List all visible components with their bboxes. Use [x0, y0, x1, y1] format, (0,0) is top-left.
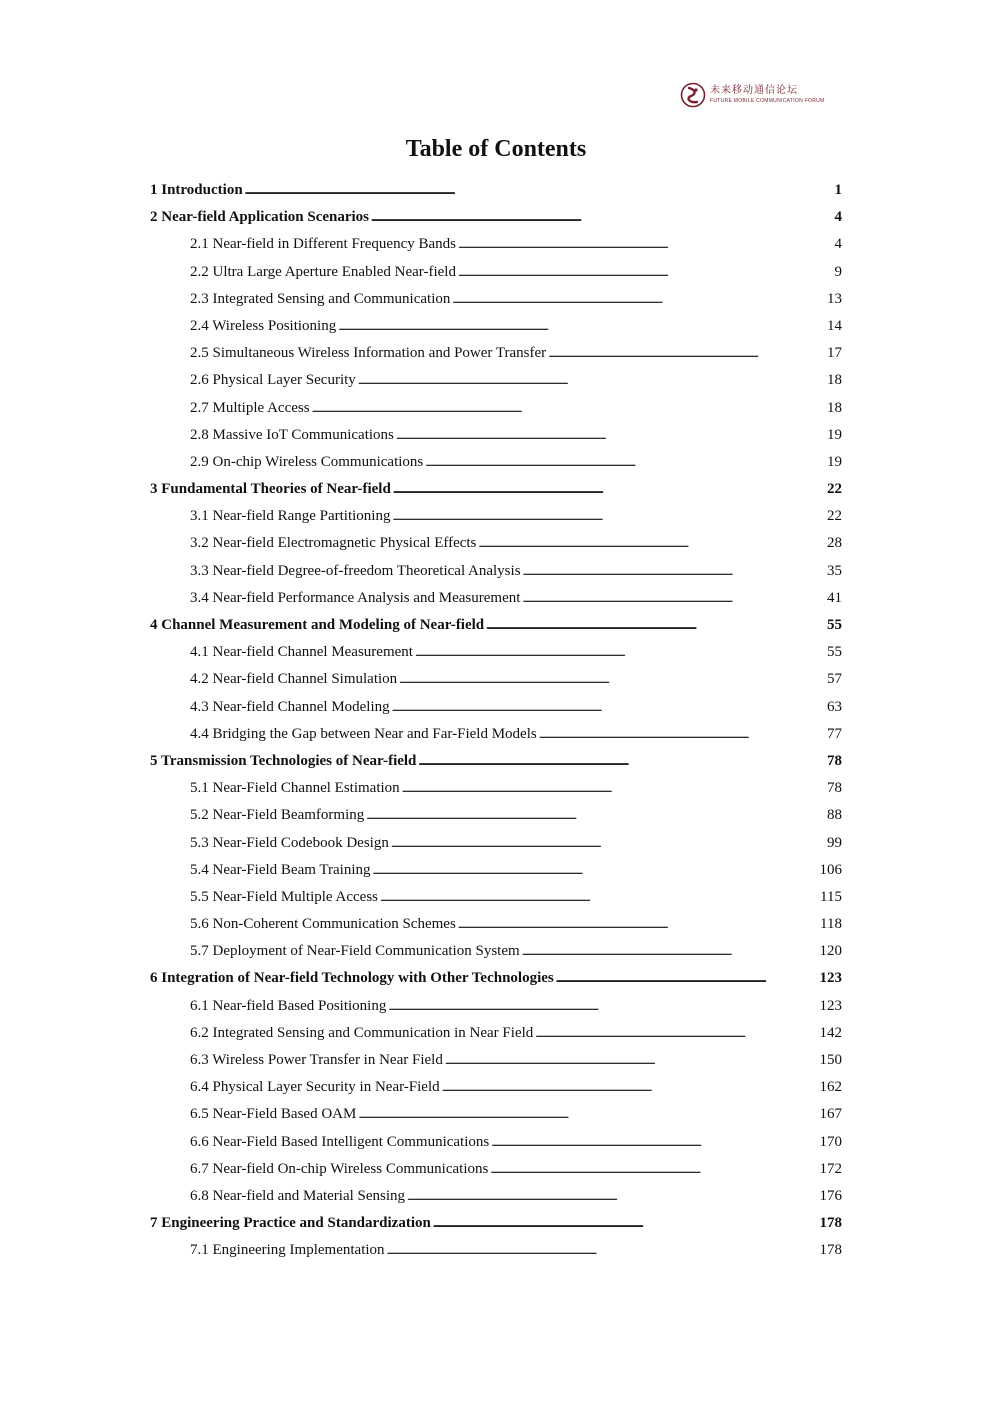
- toc-section-entry[interactable]: [150, 721, 842, 748]
- toc-entry-title: 7 Engineering Practice and Standardization: [150, 1215, 431, 1232]
- toc-section-entry[interactable]: [150, 313, 842, 340]
- toc-section-entry[interactable]: [150, 802, 842, 829]
- toc-chapter-entry[interactable]: [150, 965, 842, 992]
- toc-entry-page: 28: [827, 535, 842, 552]
- toc-entry-page: 78: [827, 752, 842, 769]
- toc-entry-title: 5.2 Near-Field Beamforming: [190, 807, 365, 824]
- toc-entry-title: 5.7 Deployment of Near-Field Communication System: [190, 943, 520, 960]
- toc-section-entry[interactable]: [150, 884, 842, 911]
- dot-leader: [491, 1129, 817, 1156]
- toc-entry-title: 6.4 Physical Layer Security in Near-Field: [190, 1079, 440, 1096]
- toc-entry-page: 162: [819, 1079, 842, 1096]
- toc-entry-page: 77: [827, 725, 842, 742]
- toc-entry-page: 150: [819, 1052, 842, 1068]
- toc-entry-title: 1 Introduction: [150, 182, 243, 198]
- toc-entry-title: 7.1 Engineering Implementation: [190, 1242, 385, 1259]
- toc-section-entry[interactable]: [150, 1237, 842, 1264]
- toc-entry-title: 6.2 Integrated Sensing and Communication in Near Field: [190, 1024, 534, 1041]
- dot-leader: [486, 612, 825, 639]
- dot-leader: [539, 721, 825, 748]
- toc-entry-title: 6.8 Near-field and Material Sensing: [190, 1187, 406, 1204]
- toc-entry-page: 176: [819, 1187, 842, 1204]
- toc-entry-title: 2.1 Near-field in Different Frequency Bands: [190, 236, 457, 253]
- dot-leader: [445, 1047, 818, 1074]
- dot-leader: [392, 694, 825, 721]
- dot-leader: [373, 857, 818, 884]
- toc-entry-page: 78: [827, 780, 842, 797]
- toc-section-entry[interactable]: [150, 558, 842, 585]
- dot-leader: [490, 1156, 817, 1183]
- toc-entry-title: 3.4 Near-field Performance Analysis and Measurement: [190, 589, 521, 606]
- toc-entry-page: 115: [820, 888, 842, 905]
- toc-section-entry[interactable]: [150, 1183, 842, 1210]
- dot-leader: [433, 1210, 818, 1237]
- toc-entry-title: 3.2 Near-field Electromagnetic Physical Effects: [190, 535, 477, 552]
- dot-leader: [338, 313, 825, 340]
- toc-entry-title: 5.5 Near-Field Multiple Access: [190, 888, 378, 905]
- toc-entry-title: 6 Integration of Near-field Technology with Other Technologies: [150, 970, 554, 987]
- toc-section-entry[interactable]: [150, 530, 842, 557]
- dot-leader: [402, 775, 825, 802]
- toc-entry-title: 2.9 On-chip Wireless Communications: [190, 453, 424, 470]
- toc-section-entry[interactable]: [150, 585, 842, 612]
- dot-leader: [522, 585, 825, 612]
- toc-entry-page: 57: [827, 671, 842, 688]
- toc-entry-page: 106: [819, 861, 842, 878]
- dot-leader: [478, 530, 825, 557]
- toc-entry-page: 14: [827, 317, 842, 334]
- toc-section-entry[interactable]: [150, 395, 842, 422]
- toc-section-entry[interactable]: [150, 1020, 842, 1047]
- toc-entry-page: 99: [827, 834, 842, 851]
- toc-entry-page: 35: [827, 562, 842, 579]
- dot-leader: [399, 666, 825, 693]
- dot-leader: [393, 476, 825, 503]
- toc-entry-title: 2.6 Physical Layer Security: [190, 372, 356, 389]
- dot-leader: [425, 449, 825, 476]
- dot-leader: [312, 395, 825, 422]
- toc-section-entry[interactable]: [150, 1156, 842, 1183]
- toc-entry-page: 170: [819, 1133, 842, 1150]
- table-of-contents: [150, 177, 842, 1265]
- toc-section-entry[interactable]: [150, 231, 842, 258]
- toc-entry-title: 6.7 Near-field On-chip Wireless Communications: [190, 1160, 489, 1177]
- toc-entry-title: 2.5 Simultaneous Wireless Information and Power Transfer: [190, 345, 547, 362]
- toc-section-entry[interactable]: [150, 938, 842, 965]
- dot-leader: [387, 1237, 818, 1264]
- dot-leader: [458, 231, 832, 258]
- toc-entry-page: 178: [819, 1242, 842, 1259]
- dot-leader: [388, 993, 817, 1020]
- toc-section-entry[interactable]: [150, 503, 842, 530]
- toc-section-entry[interactable]: [150, 993, 842, 1020]
- toc-section-entry[interactable]: [150, 639, 842, 666]
- toc-entry-title: 3.3 Near-field Degree-of-freedom Theoretical Analysis: [190, 562, 521, 579]
- dot-leader: [391, 830, 825, 857]
- toc-entry-title: 2 Near-field Application Scenarios: [150, 209, 370, 226]
- forum-logo-icon: [680, 82, 706, 108]
- dot-leader: [245, 177, 833, 204]
- toc-entry-title: 3 Fundamental Theories of Near-field: [150, 481, 391, 498]
- toc-entry-title: 5.3 Near-Field Codebook Design: [190, 834, 389, 851]
- dot-leader: [407, 1183, 817, 1210]
- toc-entry-page: 123: [819, 970, 842, 987]
- toc-section-entry[interactable]: [150, 259, 842, 286]
- toc-entry-page: 172: [819, 1160, 842, 1177]
- toc-section-entry[interactable]: [150, 857, 842, 884]
- toc-chapter-entry[interactable]: [150, 204, 842, 231]
- logo-chinese-name: 未来移动通信论坛: [710, 85, 798, 96]
- toc-entry-title: 5 Transmission Technologies of Near-field: [150, 752, 417, 769]
- toc-entry-page: 88: [827, 807, 842, 824]
- toc-section-entry[interactable]: [150, 422, 842, 449]
- toc-entry-page: 1: [834, 182, 842, 198]
- toc-entry-title: 2.8 Massive IoT Communications: [190, 426, 394, 443]
- toc-entry-page: 55: [827, 617, 842, 633]
- toc-section-entry[interactable]: [150, 1101, 842, 1128]
- toc-entry-page: 4: [834, 236, 842, 253]
- forum-logo: [680, 82, 825, 108]
- dot-leader: [458, 259, 833, 286]
- toc-entry-page: 178: [819, 1215, 842, 1232]
- toc-entry-page: 19: [827, 453, 842, 470]
- toc-entry-title: 6.5 Near-Field Based OAM: [190, 1106, 357, 1123]
- page-title: Table of Contents: [405, 136, 587, 162]
- toc-entry-title: 4.1 Near-field Channel Measurement: [190, 644, 413, 661]
- toc-entry-page: 18: [827, 399, 842, 416]
- toc-entry-title: 4.2 Near-field Channel Simulation: [190, 671, 398, 688]
- toc-section-entry[interactable]: [150, 1129, 842, 1156]
- toc-entry-title: 4.4 Bridging the Gap between Near and Far-Field Models: [190, 725, 537, 742]
- toc-entry-page: 55: [827, 644, 842, 661]
- dot-leader: [396, 422, 825, 449]
- toc-section-entry[interactable]: [150, 1047, 842, 1074]
- toc-entry-page: 142: [819, 1024, 842, 1041]
- toc-entry-page: 4: [834, 209, 842, 226]
- toc-chapter-entry[interactable]: [150, 476, 842, 503]
- toc-section-entry[interactable]: [150, 666, 842, 693]
- toc-section-entry[interactable]: [150, 286, 842, 313]
- dot-leader: [415, 639, 825, 666]
- dot-leader: [418, 748, 825, 775]
- dot-leader: [358, 367, 825, 394]
- toc-section-entry[interactable]: [150, 694, 842, 721]
- toc-entry-page: 18: [827, 372, 842, 389]
- dot-leader: [392, 503, 825, 530]
- toc-entry-title: 4 Channel Measurement and Modeling of Near-field: [150, 617, 485, 633]
- dot-leader: [371, 204, 832, 231]
- toc-entry-page: 63: [827, 698, 842, 715]
- toc-entry-title: 6.3 Wireless Power Transfer in Near Field: [190, 1052, 443, 1068]
- dot-leader: [556, 965, 818, 992]
- dot-leader: [535, 1020, 817, 1047]
- toc-entry-title: 3.1 Near-field Range Partitioning: [190, 508, 391, 525]
- dot-leader: [452, 286, 825, 313]
- toc-entry-title: 2.2 Ultra Large Aperture Enabled Near-field: [190, 263, 456, 280]
- toc-chapter-entry[interactable]: [150, 1210, 842, 1237]
- toc-entry-title: 6.1 Near-field Based Positioning: [190, 997, 387, 1014]
- dot-leader: [380, 884, 818, 911]
- toc-entry-title: 2.4 Wireless Positioning: [190, 317, 337, 334]
- dot-leader: [442, 1074, 818, 1101]
- logo-english-name: FUTURE MOBILE COMMUNICATION FORUM: [710, 98, 825, 104]
- toc-entry-page: 9: [834, 263, 842, 280]
- toc-section-entry[interactable]: [150, 367, 842, 394]
- toc-entry-page: 13: [827, 290, 842, 307]
- dot-leader: [522, 938, 818, 965]
- toc-entry-page: 118: [820, 916, 842, 933]
- toc-entry-page: 22: [827, 481, 842, 498]
- toc-entry-title: 4.3 Near-field Channel Modeling: [190, 698, 390, 715]
- toc-section-entry[interactable]: [150, 830, 842, 857]
- toc-entry-title: 5.4 Near-Field Beam Training: [190, 861, 371, 878]
- dot-leader: [366, 802, 825, 829]
- toc-section-entry[interactable]: [150, 340, 842, 367]
- toc-entry-title: 5.6 Non-Coherent Communication Schemes: [190, 916, 456, 933]
- dot-leader: [358, 1101, 817, 1128]
- toc-section-entry[interactable]: [150, 775, 842, 802]
- toc-entry-page: 17: [827, 345, 842, 362]
- toc-chapter-entry[interactable]: [150, 748, 842, 775]
- toc-chapter-entry[interactable]: [150, 612, 842, 639]
- dot-leader: [548, 340, 825, 367]
- toc-section-entry[interactable]: [150, 449, 842, 476]
- dot-leader: [523, 558, 825, 585]
- toc-entry-title: 6.6 Near-Field Based Intelligent Communications: [190, 1133, 490, 1150]
- toc-entry-page: 22: [827, 508, 842, 525]
- toc-entry-title: 2.3 Integrated Sensing and Communication: [190, 290, 451, 307]
- toc-entry-title: 5.1 Near-Field Channel Estimation: [190, 780, 400, 797]
- toc-section-entry[interactable]: [150, 911, 842, 938]
- dot-leader: [458, 911, 818, 938]
- toc-section-entry[interactable]: [150, 1074, 842, 1101]
- toc-entry-page: 123: [819, 997, 842, 1014]
- toc-entry-title: 2.7 Multiple Access: [190, 399, 310, 416]
- toc-entry-page: 19: [827, 426, 842, 443]
- toc-chapter-entry[interactable]: [150, 177, 842, 204]
- toc-entry-page: 120: [819, 943, 842, 960]
- toc-entry-page: 167: [819, 1106, 842, 1123]
- toc-entry-page: 41: [827, 589, 842, 606]
